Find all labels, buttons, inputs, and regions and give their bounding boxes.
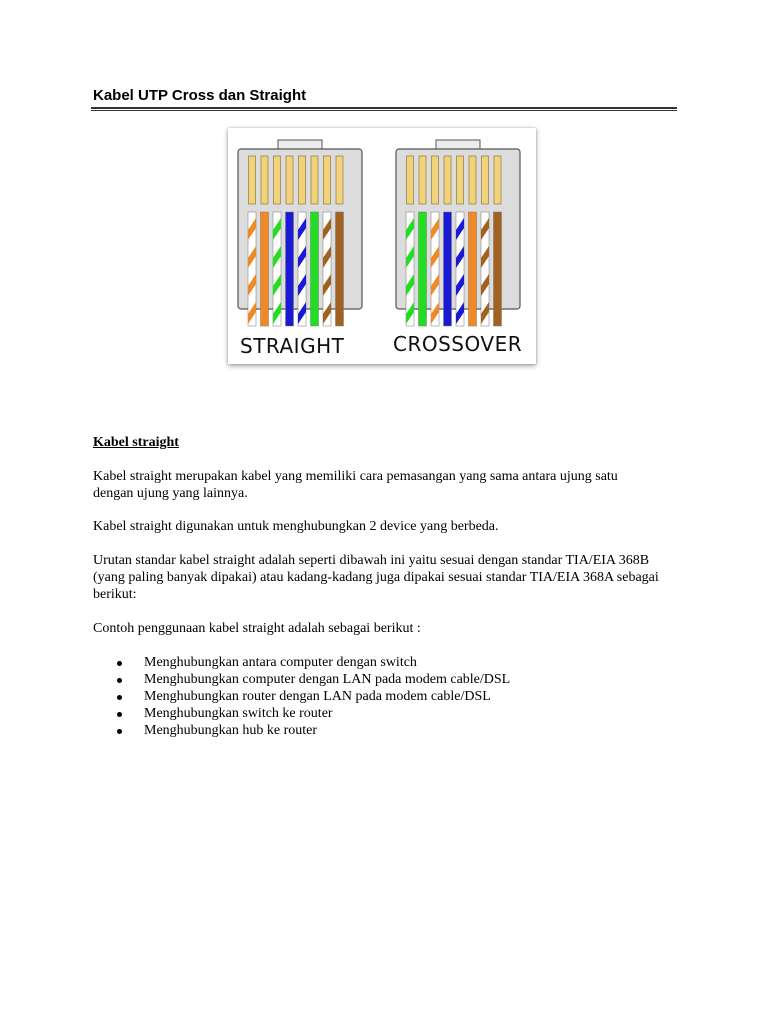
crossover-wire-blue: [444, 212, 452, 326]
list-item: Menghubungkan computer dengan LAN pada modem cable/DSL: [115, 671, 510, 688]
bullet-icon: [117, 729, 122, 734]
straight-pin: [261, 156, 268, 204]
paragraph-examples-intro: Contoh penggunaan kabel straight adalah sebagai berikut :: [93, 621, 421, 636]
bullet-icon: [117, 678, 122, 683]
straight-label: STRAIGHT: [240, 334, 345, 358]
straight-wire-orange: [261, 212, 269, 326]
straight-pin: [311, 156, 318, 204]
list-item: Menghubungkan hub ke router: [115, 722, 510, 739]
bullet-icon: [117, 661, 122, 666]
crossover-pin: [469, 156, 476, 204]
straight-pin: [299, 156, 306, 204]
document-title: Kabel UTP Cross dan Straight: [93, 87, 307, 104]
paragraph-usage: Kabel straight digunakan untuk menghubungkan 2 device yang berbeda.: [93, 519, 499, 534]
crossover-pin: [494, 156, 501, 204]
list-item: Menghubungkan switch ke router: [115, 705, 510, 722]
crossover-pin: [482, 156, 489, 204]
list-item: Menghubungkan antara computer dengan switch: [115, 654, 510, 671]
examples-list: [115, 654, 510, 739]
section-heading: Kabel straight: [93, 435, 179, 450]
paragraph-definition: Kabel straight merupakan kabel yang memiliki cara pemasangan yang sama antara ujung satu dengan ujung yang lainnya.: [93, 469, 618, 501]
bullet-icon: [117, 712, 122, 717]
crossover-wire-green: [419, 212, 427, 326]
straight-pin: [274, 156, 281, 204]
crossover-wire-orange: [469, 212, 477, 326]
crossover-label: CROSSOVER: [393, 332, 523, 356]
straight-pin: [249, 156, 256, 204]
title-divider: [91, 107, 677, 111]
straight-pin: [286, 156, 293, 204]
crossover-pin: [407, 156, 414, 204]
list-item: Menghubungkan router dengan LAN pada modem cable/DSL: [115, 688, 510, 705]
paragraph-standard: Urutan standar kabel straight adalah seperti dibawah ini yaitu sesuai dengan standar TIA/EIA 368B (yang paling banyak dipakai) atau kadang-kadang juga dipakai sesuai standar TIA/EIA 368A sebagai berikut:: [93, 553, 659, 602]
crossover-pin: [432, 156, 439, 204]
straight-pin: [336, 156, 343, 204]
straight-pin: [324, 156, 331, 204]
rj45-wiring-figure: [228, 128, 536, 364]
straight-wire-blue: [286, 212, 294, 326]
crossover-pin: [444, 156, 451, 204]
crossover-pin: [457, 156, 464, 204]
rj45-connectors-drawing: [228, 128, 536, 364]
bullet-icon: [117, 695, 122, 700]
crossover-wire-brown: [494, 212, 502, 326]
straight-wire-brown: [336, 212, 344, 326]
crossover-pin: [419, 156, 426, 204]
straight-wire-green: [311, 212, 319, 326]
